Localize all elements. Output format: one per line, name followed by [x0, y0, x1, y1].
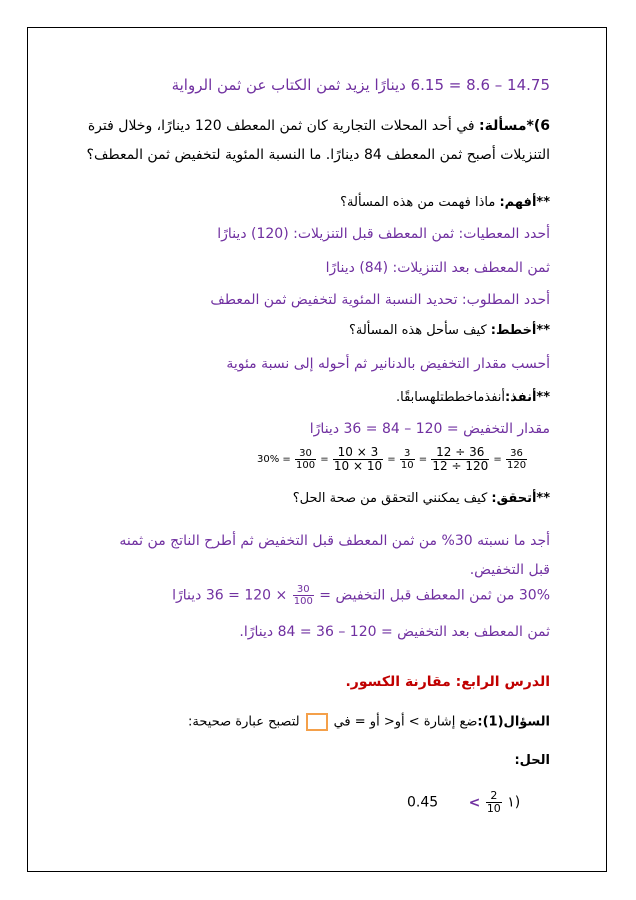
- answer-box-icon: [306, 713, 328, 731]
- required-line: أحدد المطلوب: تحديد النسبة المئوية لتخفيض ثمن المعطف: [210, 292, 550, 308]
- comparison-sign: <: [468, 794, 481, 811]
- understand-heading: **أفهم: ماذا فهمت من هذه المسألة؟: [340, 195, 550, 210]
- eq-fraction-30-100: $\frac{30}{100}$: [296, 448, 316, 472]
- eq-fraction-36-120: $\frac{36}{120}$: [506, 448, 527, 472]
- lesson-title: الدرس الرابع: مقارنة الكسور.: [345, 674, 550, 690]
- solution-label: الحل:: [514, 753, 550, 768]
- comparison-fraction: $\frac{2}{10}$: [486, 789, 501, 816]
- comparison-value: 0.45: [407, 794, 439, 811]
- item-number: ١): [507, 794, 521, 811]
- eq-result: 30%: [257, 454, 280, 466]
- plan-heading: **أخطط: كيف سأحل هذه المسألة؟: [348, 323, 550, 338]
- verify-line-4: ثمن المعطف بعد التخفيض = 120 – 36 = 84 دينارًا.: [239, 624, 550, 640]
- eq-fraction-10x3: $\frac{10 \times 3}{10 \times 10}$: [333, 445, 383, 474]
- verify-heading: **أتحقق: كيف يمكنني التحقق من صحة الحل؟: [292, 491, 550, 506]
- givens-line-1: أحدد المعطيات: ثمن المعطف قبل التنزيلات: (120) دينارًا: [217, 226, 550, 242]
- previous-answer-line: 14.75 – 8.6 = 6.15 دينارًا يزيد ثمن الكتاب عن ثمن الرواية: [171, 76, 550, 94]
- eq-fraction-3-10: $\frac{3}{10}$: [400, 448, 414, 472]
- execute-heading: **أنفذ:أنفذماخططتلهسابقًا.: [396, 390, 550, 405]
- eq-fraction-12-div: $\frac{12 \div 36}{12 \div 120}$: [432, 445, 489, 474]
- comparison-item-1: [407, 790, 520, 815]
- verify-line-2: قبل التخفيض.: [469, 562, 550, 578]
- problem-line-1: 6)*مسألة: في أحد المحلات التجارية كان ثمن المعطف 120 دينارًا، وخلال فترة: [87, 118, 550, 134]
- verify-line-1: أجد ما نسبته 30% من ثمن المعطف قبل التخفيض ثم أطرح الناتج من ثمنه: [119, 533, 550, 549]
- plan-answer: أحسب مقدار التخفيض بالدنانير ثم أحوله إلى نسبة مئوية: [226, 356, 550, 372]
- problem-label: 6)*مسألة:: [479, 118, 550, 134]
- verify-line-3: 30% من ثمن المعطف قبل التخفيض = $\frac{30}{100}$ × 120 = 36 دينارًا: [172, 584, 550, 607]
- verify-fraction: $\frac{30}{100}$: [293, 584, 313, 607]
- question-1: السؤال(1):ضع إشارة > أو< أو = فيلتصبح عبارة صحيحة:: [188, 714, 550, 730]
- givens-line-2: ثمن المعطف بعد التنزيلات: (84) دينارًا: [325, 260, 550, 276]
- discount-line: مقدار التخفيض = 120 – 84 = 36 دينارًا: [309, 421, 550, 437]
- problem-line-2: التنزيلات أصبح ثمن المعطف 84 دينارًا. ما النسبة المئوية لتخفيض ثمن المعطف؟: [86, 147, 550, 163]
- fraction-equation: 30% = $\frac{30}{100}$ = $\frac{10 \times 3}{10 \times 10}$ = $\frac{3}{10}$ = $\frac{12 \div 36}{12 \div 120}$ = $\frac{36}{120}$: [257, 445, 527, 474]
